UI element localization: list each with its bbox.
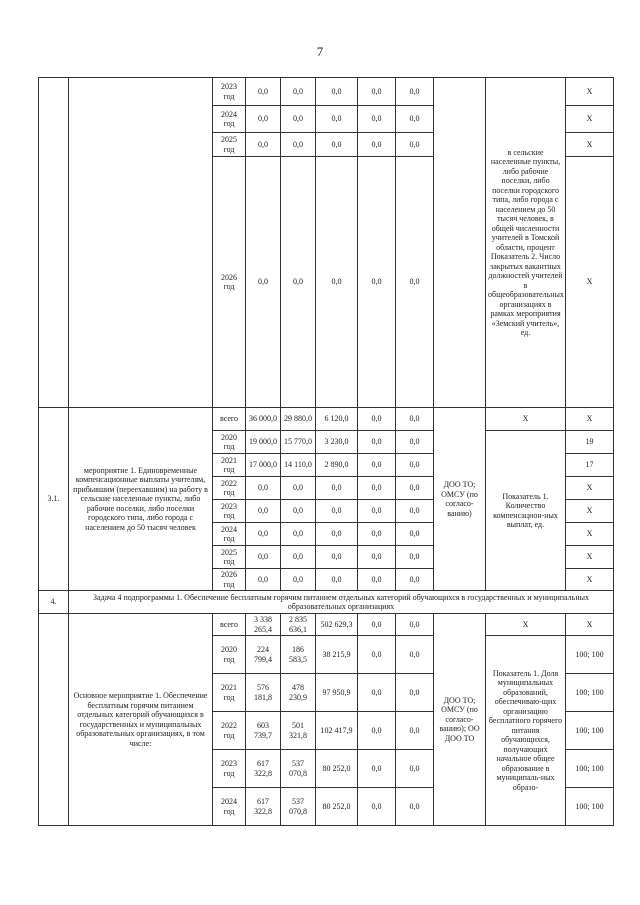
- value-cell: 0,0: [246, 133, 281, 157]
- year-cell: 2023 год: [213, 750, 246, 788]
- row-number-cell: [39, 78, 69, 408]
- value-cell: 0,0: [396, 523, 434, 546]
- value-cell: 0,0: [358, 408, 396, 431]
- executor-cell: ДОО ТО; ОМСУ (по согласо-ванию): [434, 408, 486, 591]
- value-cell: 0,0: [358, 431, 396, 454]
- value-cell: 0,0: [396, 614, 434, 636]
- executor-cell: [434, 78, 486, 408]
- value-cell: 0,0: [316, 106, 358, 133]
- year-cell: 2023 год: [213, 78, 246, 106]
- page-number: 7: [316, 44, 324, 59]
- value-cell: 0,0: [246, 157, 281, 408]
- value-cell: 0,0: [396, 674, 434, 712]
- value-cell: 478 230,9: [281, 674, 316, 712]
- value-cell: 0,0: [358, 614, 396, 636]
- value-cell: 0,0: [358, 712, 396, 750]
- value-cell: 0,0: [396, 78, 434, 106]
- value-cell: 0,0: [316, 133, 358, 157]
- value-cell: 537 070,8: [281, 750, 316, 788]
- year-cell: 2022 год: [213, 712, 246, 750]
- target-cell: 100; 100: [566, 788, 614, 826]
- value-cell: 0,0: [396, 569, 434, 591]
- target-cell: 100; 100: [566, 750, 614, 788]
- value-cell: 0,0: [358, 500, 396, 523]
- target-cell: X: [566, 133, 614, 157]
- value-cell: 0,0: [396, 408, 434, 431]
- value-cell: 0,0: [396, 750, 434, 788]
- value-cell: 0,0: [396, 500, 434, 523]
- value-cell: 0,0: [396, 157, 434, 408]
- value-cell: 603 739,7: [246, 712, 281, 750]
- value-cell: 102 417,9: [316, 712, 358, 750]
- target-cell: X: [566, 523, 614, 546]
- year-cell: 2025 год: [213, 133, 246, 157]
- value-cell: 0,0: [281, 157, 316, 408]
- value-cell: 14 110,0: [281, 454, 316, 477]
- target-cell: 100; 100: [566, 712, 614, 750]
- value-cell: 576 181,8: [246, 674, 281, 712]
- value-cell: 0,0: [281, 500, 316, 523]
- table-row: [39, 614, 614, 636]
- value-cell: 0,0: [396, 546, 434, 569]
- value-cell: 38 215,9: [316, 636, 358, 674]
- value-cell: 36 000,0: [246, 408, 281, 431]
- target-cell: X: [566, 614, 614, 636]
- target-cell: X: [566, 477, 614, 500]
- value-cell: 0,0: [358, 106, 396, 133]
- value-cell: 0,0: [358, 133, 396, 157]
- value-cell: 617 322,8: [246, 750, 281, 788]
- table-row: [39, 408, 614, 431]
- value-cell: 0,0: [358, 546, 396, 569]
- value-cell: 0,0: [316, 569, 358, 591]
- year-cell: 2024 год: [213, 523, 246, 546]
- value-cell: 0,0: [358, 157, 396, 408]
- target-cell: X: [566, 500, 614, 523]
- indicator-cell: в сельские населенные пункты, либо рабочие поселки, либо поселки городского типа, либо города с населением до 50 тысяч человек, в общей численности учителей в Томской области, процент Показатель 2. Число закрытых вакантных должностей учителей в общеобразовательных организациях в рамках мероприятия «Земский учитель», ед.: [486, 78, 566, 408]
- value-cell: 186 583,5: [281, 636, 316, 674]
- event-name-cell: Основное мероприятие 1. Обеспечение бесплатным горячим питанием отдельных категорий обучающихся в государственных и муниципальных образовательных организациях, в том числе:: [69, 614, 213, 826]
- value-cell: 97 950,9: [316, 674, 358, 712]
- executor-cell: ДОО ТО; ОМСУ (по согласо-ванию); ОО ДОО ТО: [434, 614, 486, 826]
- value-cell: 0,0: [358, 750, 396, 788]
- value-cell: 0,0: [396, 477, 434, 500]
- value-cell: 617 322,8: [246, 788, 281, 826]
- indicator-total-cell: X: [486, 614, 566, 636]
- value-cell: 0,0: [281, 78, 316, 106]
- target-cell: 19: [566, 431, 614, 454]
- value-cell: 0,0: [396, 636, 434, 674]
- task-number-cell: 4.: [39, 591, 69, 614]
- task-row: [39, 591, 614, 614]
- value-cell: 0,0: [246, 78, 281, 106]
- value-cell: 17 000,0: [246, 454, 281, 477]
- value-cell: 0,0: [246, 546, 281, 569]
- value-cell: 0,0: [316, 546, 358, 569]
- value-cell: 2 890,0: [316, 454, 358, 477]
- task-title-cell: Задача 4 подпрограммы 1. Обеспечение бесплатным горячим питанием отдельных категорий обучающихся в государственных и муниципальных образовательных организациях: [69, 591, 614, 614]
- row-number-cell: 3.1.: [39, 408, 69, 591]
- year-cell: 2025 год: [213, 546, 246, 569]
- value-cell: 0,0: [281, 106, 316, 133]
- value-cell: 0,0: [316, 157, 358, 408]
- value-cell: 0,0: [358, 477, 396, 500]
- value-cell: 502 629,3: [316, 614, 358, 636]
- value-cell: 3 338 265,4: [246, 614, 281, 636]
- value-cell: 6 120,0: [316, 408, 358, 431]
- value-cell: 0,0: [358, 78, 396, 106]
- value-cell: 0,0: [246, 523, 281, 546]
- target-cell: 100; 100: [566, 674, 614, 712]
- target-cell: X: [566, 569, 614, 591]
- value-cell: 0,0: [358, 523, 396, 546]
- value-cell: 0,0: [396, 454, 434, 477]
- value-cell: 0,0: [358, 569, 396, 591]
- value-cell: 537 070,8: [281, 788, 316, 826]
- value-cell: 0,0: [396, 712, 434, 750]
- value-cell: 0,0: [246, 569, 281, 591]
- year-cell: 2024 год: [213, 788, 246, 826]
- value-cell: 0,0: [316, 500, 358, 523]
- value-cell: 2 835 636,1: [281, 614, 316, 636]
- year-cell: 2026 год: [213, 157, 246, 408]
- value-cell: 0,0: [358, 788, 396, 826]
- indicator-cell: Показатель 1. Доля муниципальных образований, обеспечиваю-щих организацию бесплатного горячего питания обучающихся, получающих начальное общее образование в муниципаль-ных образо-: [486, 636, 566, 826]
- value-cell: 80 252,0: [316, 750, 358, 788]
- year-cell: всего: [213, 614, 246, 636]
- year-cell: 2026 год: [213, 569, 246, 591]
- target-cell: 17: [566, 454, 614, 477]
- indicator-total-cell: X: [486, 408, 566, 431]
- year-cell: 2023 год: [213, 500, 246, 523]
- indicator-cell: Показатель 1. Количество компенсацион-ных выплат, ед.: [486, 431, 566, 591]
- value-cell: 501 321,8: [281, 712, 316, 750]
- value-cell: 15 770,0: [281, 431, 316, 454]
- event-name-cell: [69, 78, 213, 408]
- value-cell: 0,0: [358, 674, 396, 712]
- target-cell: 100; 100: [566, 636, 614, 674]
- event-name-cell: мероприятие 1. Единовременные компенсационные выплаты учителям, прибывшим (переехавшим) на работу в сельские населенные пункты, либо рабочие поселки, либо поселки городского типа, либо города с населением до 50 тысяч человек: [69, 408, 213, 591]
- value-cell: 0,0: [281, 477, 316, 500]
- value-cell: 0,0: [281, 546, 316, 569]
- value-cell: 0,0: [396, 788, 434, 826]
- year-cell: 2020 год: [213, 431, 246, 454]
- value-cell: 0,0: [281, 569, 316, 591]
- year-cell: всего: [213, 408, 246, 431]
- value-cell: 0,0: [246, 106, 281, 133]
- value-cell: 80 252,0: [316, 788, 358, 826]
- value-cell: 0,0: [246, 500, 281, 523]
- target-cell: X: [566, 546, 614, 569]
- value-cell: 0,0: [316, 78, 358, 106]
- year-cell: 2021 год: [213, 454, 246, 477]
- value-cell: 0,0: [358, 636, 396, 674]
- value-cell: 29 880,0: [281, 408, 316, 431]
- value-cell: 0,0: [396, 133, 434, 157]
- value-cell: 0,0: [246, 477, 281, 500]
- value-cell: 0,0: [281, 133, 316, 157]
- value-cell: 0,0: [358, 454, 396, 477]
- year-cell: 2021 год: [213, 674, 246, 712]
- value-cell: 224 799,4: [246, 636, 281, 674]
- value-cell: 0,0: [396, 431, 434, 454]
- year-cell: 2022 год: [213, 477, 246, 500]
- row-number-cell: [39, 614, 69, 826]
- year-cell: 2024 год: [213, 106, 246, 133]
- value-cell: 0,0: [281, 523, 316, 546]
- target-cell: X: [566, 106, 614, 133]
- value-cell: 0,0: [396, 106, 434, 133]
- value-cell: 0,0: [316, 523, 358, 546]
- target-cell: X: [566, 78, 614, 106]
- table-row: [39, 78, 614, 106]
- value-cell: 3 230,0: [316, 431, 358, 454]
- year-cell: 2020 год: [213, 636, 246, 674]
- target-cell: X: [566, 157, 614, 408]
- program-table: [38, 77, 614, 826]
- value-cell: 0,0: [316, 477, 358, 500]
- target-cell: X: [566, 408, 614, 431]
- value-cell: 19 000,0: [246, 431, 281, 454]
